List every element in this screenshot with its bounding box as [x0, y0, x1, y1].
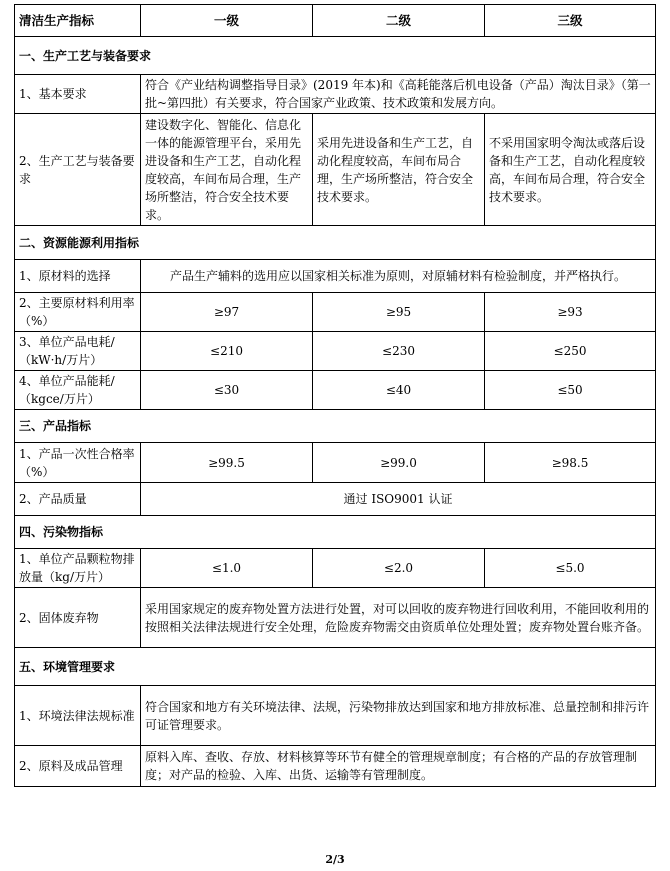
page-number: 2/3 [325, 853, 345, 866]
row-name-energy: 4、单位产品能耗/（kgce/万片） [15, 371, 141, 410]
row-name-particulate: 1、单位产品颗粒物排放量（kg/万片） [15, 549, 141, 588]
table-header-row [15, 5, 656, 37]
section-title-resources: 二、资源能源利用指标 [15, 226, 656, 260]
row-name-utilization: 2、主要原材料利用率（%） [15, 293, 141, 332]
section-title-pollutant: 四、污染物指标 [15, 516, 656, 549]
table-row [15, 443, 656, 483]
utilization-level-1: ≥97 [141, 293, 313, 332]
row-name-law: 1、环境法律法规标准 [15, 686, 141, 746]
energy-level-3: ≤50 [485, 371, 656, 410]
utilization-level-3: ≥93 [485, 293, 656, 332]
table-row [15, 746, 656, 787]
utilization-level-2: ≥95 [313, 293, 485, 332]
table-row [15, 371, 656, 410]
pass-rate-level-2: ≥99.0 [313, 443, 485, 483]
header-level-3: 三级 [485, 5, 656, 37]
process-level-2: 采用先进设备和生产工艺，自动化程度较高，车间布局合理，生产场所整洁，符合安全技术要求。 [313, 114, 485, 226]
row-name-pass-rate: 1、产品一次性合格率（%） [15, 443, 141, 483]
header-level-2: 二级 [313, 5, 485, 37]
section-row [15, 648, 656, 686]
row-name-electricity: 3、单位产品电耗/（kW·h/万片） [15, 332, 141, 371]
pass-rate-level-1: ≥99.5 [141, 443, 313, 483]
row-name-quality: 2、产品质量 [15, 483, 141, 516]
table-row [15, 293, 656, 332]
energy-level-1: ≤30 [141, 371, 313, 410]
row-name-process: 2、生产工艺与装备要求 [15, 114, 141, 226]
process-level-3: 不采用国家明令淘汰或落后设备和生产工艺，自动化程度较高，车间布局合理，符合安全技术要求。 [485, 114, 656, 226]
row-name-solid-waste: 2、固体废弃物 [15, 588, 141, 648]
raw-material-text: 原料入库、查收、存放、材料核算等环节有健全的管理规章制度；有合格的产品的存放管理制度；对产品的检验、入库、出货、运输等有管理制度。 [141, 746, 656, 787]
materials-text: 产品生产辅料的选用应以国家相关标准为原则，对原辅材料有检验制度，并严格执行。 [141, 260, 656, 293]
table-row [15, 588, 656, 648]
table-row [15, 549, 656, 588]
table-row [15, 332, 656, 371]
table-row [15, 260, 656, 293]
table-row [15, 114, 656, 226]
row-name-raw-material: 2、原料及成品管理 [15, 746, 141, 787]
row-name-basic: 1、基本要求 [15, 75, 141, 114]
table-row [15, 75, 656, 114]
process-level-1: 建设数字化、智能化、信息化一体的能源管理平台，采用先进设备和生产工艺，自动化程度较高，车间布局合理，生产场所整洁，符合安全技术要求。 [141, 114, 313, 226]
section-row [15, 516, 656, 549]
quality-text: 通过 ISO9001 认证 [141, 483, 656, 516]
section-row [15, 37, 656, 75]
section-row [15, 226, 656, 260]
particulate-level-1: ≤1.0 [141, 549, 313, 588]
section-row [15, 410, 656, 443]
section-title-management: 五、环境管理要求 [15, 648, 656, 686]
header-indicator: 清洁生产指标 [15, 5, 141, 37]
section-title-process: 一、生产工艺与装备要求 [15, 37, 656, 75]
law-text: 符合国家和地方有关环境法律、法规，污染物排放达到国家和地方排放标准、总量控制和排污许可证管理要求。 [141, 686, 656, 746]
electricity-level-1: ≤210 [141, 332, 313, 371]
particulate-level-2: ≤2.0 [313, 549, 485, 588]
energy-level-2: ≤40 [313, 371, 485, 410]
electricity-level-3: ≤250 [485, 332, 656, 371]
pass-rate-level-3: ≥98.5 [485, 443, 656, 483]
cleaner-production-indicator-table [14, 4, 656, 787]
table-row [15, 483, 656, 516]
particulate-level-3: ≤5.0 [485, 549, 656, 588]
electricity-level-2: ≤230 [313, 332, 485, 371]
row-name-materials: 1、原材料的选择 [15, 260, 141, 293]
basic-requirement-text: 符合《产业结构调整指导目录》(2019 年本)和《高耗能落后机电设备（产品）淘汰目录》（第一批~第四批）有关要求，符合国家产业政策、技术政策和发展方向。 [141, 75, 656, 114]
solid-waste-text: 采用国家规定的废弃物处置方法进行处置，对可以回收的废弃物进行回收利用，不能回收利用的按照相关法律法规进行安全处理，危险废弃物需交由资质单位处理处置；废弃物处置台账齐备。 [141, 588, 656, 648]
header-level-1: 一级 [141, 5, 313, 37]
section-title-product: 三、产品指标 [15, 410, 656, 443]
table-row [15, 686, 656, 746]
